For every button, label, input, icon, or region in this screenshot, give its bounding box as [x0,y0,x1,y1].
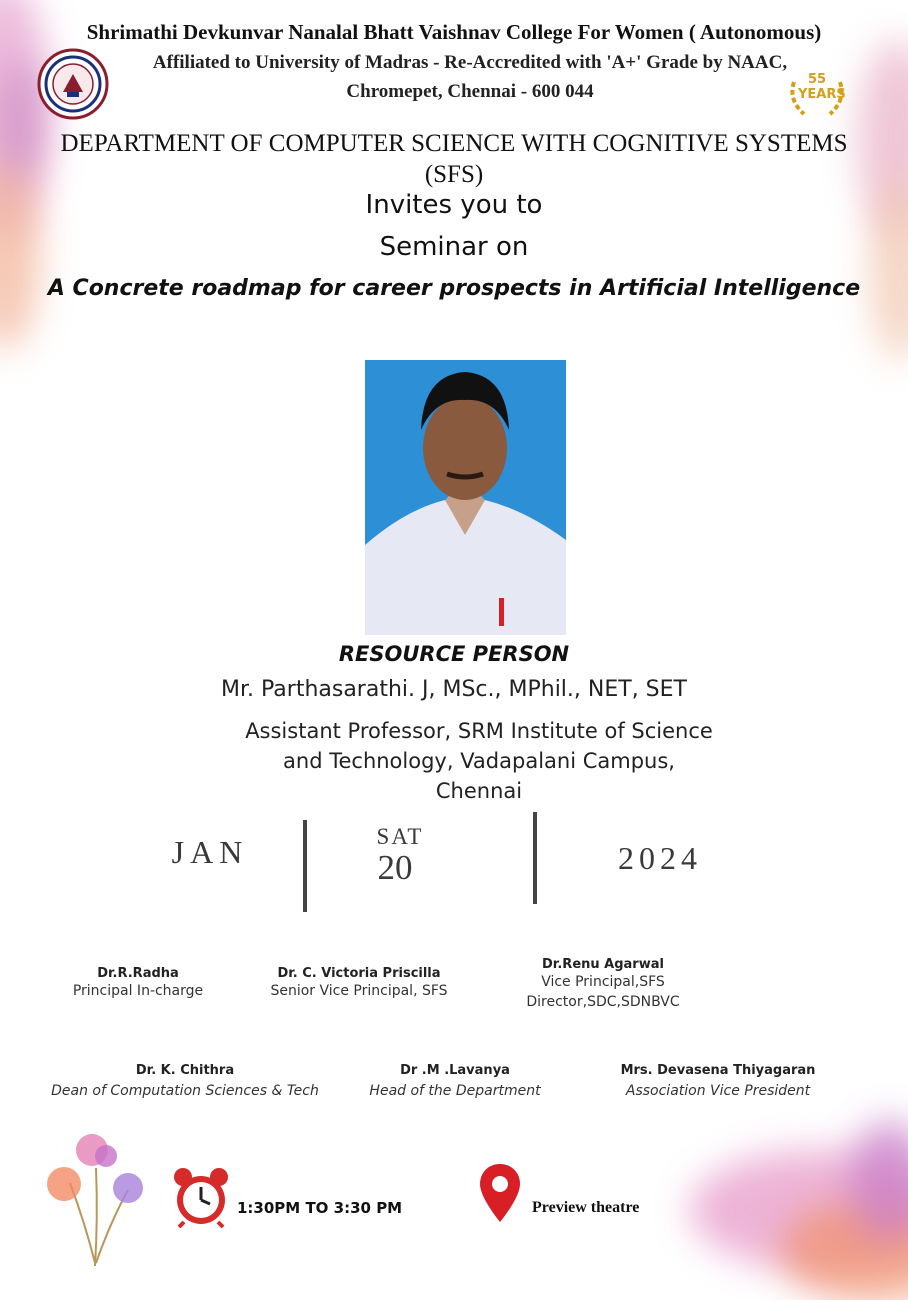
patron-victoria-priscilla [244,966,474,1001]
patron-role: Head of the Department [369,1083,541,1099]
date-divider-right [533,812,537,904]
designation-line-2: and Technology, Vadapalani Campus, [283,749,675,773]
patron-radha [48,966,228,1001]
date-day-number: 20 [377,848,413,887]
designation-line-1: Assistant Professor, SRM Institute of Science [245,719,713,743]
seminar-topic: A Concrete roadmap for career prospects in Artificial Intelligence [47,276,861,301]
patron-name: Mrs. Devasena Thiyagaran [620,1063,816,1078]
patron-role: Principal In-charge [72,983,204,999]
event-time: 1:30PM TO 3:30 PM [237,1199,403,1217]
patron-role: Senior Vice Principal, SFS [270,983,448,999]
date-divider-left [303,820,307,912]
resource-person-designation [220,716,738,806]
patron-role-line-2: Director,SDC,SDNBVC [526,994,680,1010]
patron-name: Dr.Renu Agarwal [542,957,664,972]
date-month: JAN [171,834,249,870]
affiliation-line-2: Chromepet, Chennai - 600 044 [346,81,594,102]
patron-name: Dr .M .Lavanya [400,1063,510,1078]
flowers-illustration [40,1128,152,1268]
patron-role: Dean of Computation Sciences & Tech [51,1083,319,1099]
patron-role-line-1: Vice Principal,SFS [541,974,665,990]
location-pin-icon [480,1164,520,1222]
date-weekday: SAT [376,824,424,849]
patron-renu-agarwal [508,957,698,1012]
alarm-clock-icon [172,1166,230,1228]
anniversary-badge-text: 55 YEARS [798,72,846,102]
patron-chithra [40,1063,330,1099]
resource-person-photo [365,360,566,635]
resource-person-heading: RESOURCE PERSON [338,642,570,666]
affiliation-line-1: Affiliated to University of Madras - Re-Accredited with 'A+' Grade by NAAC, [152,52,788,73]
event-venue: Preview theatre [532,1199,640,1216]
patron-name: Dr. K. Chithra [135,1063,235,1078]
invites-text: Invites you to [365,190,543,220]
designation-line-3: Chennai [435,779,523,803]
department-line-2: (SFS) [424,161,484,188]
patron-name: Dr.R.Radha [97,966,179,981]
resource-person-name: Mr. Parthasarathi. J, MSc., MPhil., NET, SET [221,677,687,702]
seminar-text: Seminar on [379,232,529,262]
anniversary-badge [784,62,850,122]
college-name: Shrimathi Devkunvar Nanalal Bhatt Vaishnav College For Women ( Autonomous) [86,20,822,44]
patron-devasena [608,1063,828,1099]
affiliation [90,48,850,106]
patron-lavanya [350,1063,560,1099]
patron-role: Association Vice President [625,1083,811,1099]
patron-name: Dr. C. Victoria Priscilla [277,966,441,981]
date-year: 2024 [618,840,702,876]
department-line-1: DEPARTMENT OF COMPUTER SCIENCE WITH COGNITIVE SYSTEMS [60,130,848,157]
department-title [0,128,908,190]
